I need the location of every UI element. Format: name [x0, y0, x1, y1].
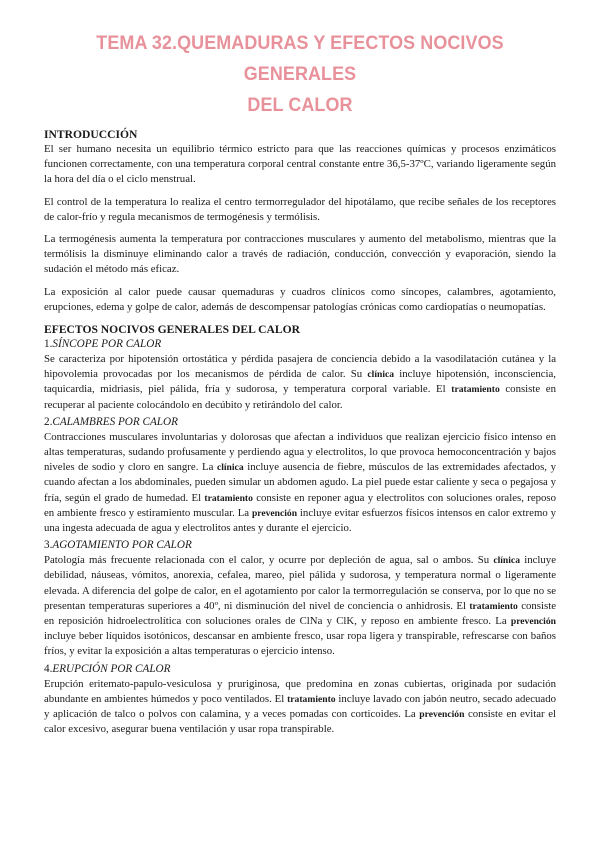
text-run: Patología más frecuente relacionada con el calor, y ocurre por depleción de agua, sal o ambos. Su	[44, 554, 494, 567]
keyword-tratamiento: tratamiento	[451, 384, 500, 396]
page-title	[64, 28, 535, 121]
intro-heading: INTRODUCCIÓN	[44, 128, 138, 141]
text-run: incluye beber líquidos isotónicos, descansar en ambiente fresco, usar ropa ligera y transpirable, refrescarse con baños fríos, y evitar la exposición a altas temperaturas o ejercicio intenso.	[44, 630, 556, 658]
keyword-prevencion: prevención	[251, 507, 298, 519]
text-run: Contracciones musculares involuntarias y dolorosas que afectan a individuos que realizan ejercicio físico intenso en altas temperaturas, sudando profusamente y perdiendo agua y electrolitos, lo que provoca hemoconcentración y bajos niveles de sodio y cloro en sangre. La	[44, 430, 556, 474]
intro-paragraph-4: La exposición al calor puede causar quemaduras y cuadros clínicos como síncopes, calambres, agotamiento, erupciones, edema y golpe de calor, además de descompensar patologías crónicas como cardiopatías o neumopatías.	[44, 285, 556, 313]
keyword-tratamiento: tratamiento	[469, 600, 518, 612]
section-2-heading	[44, 415, 556, 430]
section-2-label: CALAMBRES POR CALOR	[52, 415, 178, 428]
section-3-paragraph	[44, 553, 556, 659]
keyword-clinica: clínica	[493, 555, 520, 567]
intro-paragraph-2: El control de la temperatura lo realiza el centro termorregulador del hipotálamo, que recibe señales de los receptores de calor-frío y regula mecanismos de termogénesis y termólisis.	[44, 195, 556, 223]
text-run: incluye hipotensión, inconsciencia, taquicardia, midriasis, piel pálida, fría y sudorosa, y temperatura corporal variable. El	[44, 368, 556, 396]
text-run: Erupción eritemato-papulo-vesiculosa y pruriginosa, que predomina en zonas cubiertas, originada por sudación abundante en ambientes húmedos y poco ventilados. El	[44, 677, 556, 705]
text-run: consiste en recuperar al paciente colocándolo en decúbito y retirándolo del calor.	[44, 383, 556, 411]
section-4-label: ERUPCIÓN POR CALOR	[52, 662, 171, 675]
section-2-number: 2.	[44, 415, 53, 428]
section-3-heading	[44, 538, 556, 553]
section-3-label: AGOTAMIENTO POR CALOR	[52, 539, 192, 552]
text-run: incluye debilidad, náuseas, vómitos, anorexia, cefalea, mareo, piel pálida y sudorosa, y temperatura normal o ligeramente elevada. A diferencia del golpe de calor, en el agotamiento por calor la termorregulación se conserva, por lo que no se presentan temperaturas superiores a 40º, ni disminución del nivel de conciencia o anhidrosis. El	[44, 554, 556, 612]
keyword-prevencion: prevención	[419, 709, 465, 721]
intro-paragraph-3: La termogénesis aumenta la temperatura por contracciones musculares y aumento del metabolismo, mientras que la termólisis la disminuye eliminando calor a través de radiación, conducción, convección y evaporación, siendo la sudación el método más eficaz.	[44, 233, 556, 276]
intro-paragraph-1: El ser humano necesita un equilibrio térmico estricto para que las reacciones químicas y procesos enzimáticos funcionen correctamente, con una temperatura corporal central constante entre 36,5-37ºC, variando ligeramente según la hora del día o el ciclo menstrual.	[44, 143, 556, 186]
text-run: incluye lavado con jabón neutro, secado adecuado y aplicación de talco o polvos con calamina, y a veces pomadas con corticoides. La	[44, 692, 556, 721]
text-run: consiste en evitar el calor excesivo, asegurar buena ventilación y usar ropa transpirable.	[44, 708, 556, 736]
keyword-clinica: clínica	[216, 462, 244, 474]
keyword-clinica: clínica	[367, 369, 395, 381]
keyword-prevencion: prevención	[510, 616, 556, 628]
section-4-number: 4.	[44, 662, 53, 675]
text-run: Se caracteriza por hipotensión ortostática y pérdida pasajera de conciencia debido a la vasodilatación cutánea y la hipovolemia provocadas por los mecanismos de pérdida de calor. Su	[44, 353, 556, 381]
efectos-heading: EFECTOS NOCIVOS GENERALES DEL CALOR	[44, 323, 300, 337]
text-run: incluye ausencia de fiebre, músculos de las extremidades afectados, y cuando afectan a los abdominales, pueden simular un abdomen agudo. La piel puede estar caliente y seca o pegajosa y fría, según el grado de humedad. El	[44, 461, 556, 504]
section-1-paragraph	[44, 352, 556, 413]
text-run: consiste en reposición hidroelectrolítica con soluciones orales de ClNa y ClK, y reposo en ambiente fresco. La	[44, 599, 556, 628]
keyword-tratamiento: tratamiento	[204, 492, 253, 504]
section-2-paragraph	[44, 430, 556, 536]
title-line-2: DEL CALOR	[247, 94, 353, 116]
section-1-number: 1.	[44, 338, 53, 351]
title-line-1: TEMA 32.QUEMADURAS Y EFECTOS NOCIVOS GENERALES	[96, 32, 504, 85]
section-3-number: 3.	[44, 539, 53, 552]
keyword-tratamiento: tratamiento	[287, 693, 336, 705]
section-4-heading	[44, 662, 556, 677]
section-4-paragraph	[44, 677, 556, 738]
section-1-heading	[44, 337, 556, 352]
text-run: incluye evitar esfuerzos físicos intensos en calor extremo y una ingesta adecuada de agua y electrolitos antes y durante el ejercicio.	[44, 506, 556, 535]
text-run: consiste en reponer agua y electrolitos con soluciones orales, reposo en ambiente fresco y estiramiento muscular. La	[44, 491, 557, 519]
section-1-label: SÍNCOPE POR CALOR	[52, 338, 162, 351]
